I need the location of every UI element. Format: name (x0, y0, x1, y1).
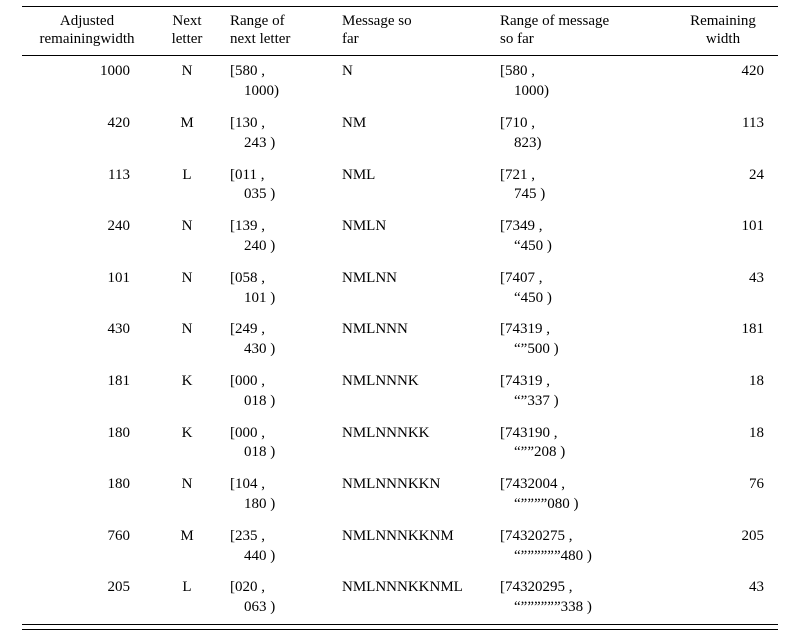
table-row (22, 572, 778, 624)
cell-remaining-width: 113 (742, 114, 764, 131)
range-line-2: 430 ) (244, 341, 276, 358)
range-line-1: [104 , (230, 476, 265, 493)
cell-next-letter: L (182, 579, 192, 596)
cell-range-message-so-far (492, 572, 668, 624)
range-line-1: [058 , (230, 269, 265, 286)
cell-message-so-far: NMLNNNKK (342, 424, 430, 441)
cell-range-message-so-far (492, 108, 668, 160)
header-line-1: Message so (342, 13, 412, 29)
cell-message-so-far: NMLNNNKKNM (342, 527, 454, 544)
cell-message-so-far: NMLNNN (342, 321, 408, 338)
cell-adjusted-remaining-width: 420 (107, 114, 130, 131)
header-line-1: Range of (230, 13, 285, 29)
table-header-row (22, 7, 778, 56)
range-line-1: [000 , (230, 372, 265, 389)
cell-next-letter: N (181, 218, 193, 235)
cell-adjusted-remaining-width: 760 (107, 527, 130, 544)
range-msg-line-2: “”337 ) (514, 392, 559, 409)
range-msg-line-1: [743190 , (500, 424, 558, 441)
cell-adjusted-remaining-width: 181 (107, 372, 130, 389)
column-header-range-of-message-so-far (492, 7, 668, 56)
cell-adjusted-remaining-width: 180 (107, 424, 130, 441)
cell-range-next-letter (222, 572, 334, 624)
range-msg-line-2: “””””080 ) (514, 495, 579, 512)
column-header-adjusted-remaining-width (22, 7, 152, 56)
cell-message-so-far: N (342, 63, 353, 80)
table-row (22, 160, 778, 212)
header-line-1: Remaining (690, 13, 756, 29)
range-msg-line-1: [74320275 , (500, 527, 573, 544)
cell-remaining-width: 181 (741, 321, 764, 338)
range-msg-line-1: [7407 , (500, 269, 543, 286)
range-line-1: [011 , (230, 166, 265, 183)
cell-message-so-far: NMLNNNK (342, 372, 419, 389)
cell-message-so-far: NMLNNNKKN (342, 476, 441, 493)
cell-remaining-width: 18 (749, 424, 764, 441)
cell-range-next-letter (222, 521, 334, 573)
cell-message-so-far: NMLNN (342, 269, 397, 286)
range-msg-line-1: [721 , (500, 166, 535, 183)
range-line-1: [020 , (230, 579, 265, 596)
range-line-2: 018 ) (244, 444, 276, 461)
cell-range-message-so-far (492, 366, 668, 418)
header-line-1: Range of message (500, 13, 610, 29)
range-line-2: 101 ) (244, 289, 276, 306)
cell-remaining-width: 43 (749, 269, 764, 286)
cell-remaining-width: 18 (749, 372, 764, 389)
range-line-1: [139 , (230, 218, 265, 235)
cell-adjusted-remaining-width: 1000 (100, 63, 130, 80)
range-msg-line-1: [7349 , (500, 218, 543, 235)
cell-range-next-letter (222, 211, 334, 263)
document-page (0, 6, 800, 616)
range-msg-line-1: [710 , (500, 114, 535, 131)
table-row (22, 56, 778, 108)
cell-remaining-width: 101 (741, 218, 764, 235)
range-msg-line-1: [74319 , (500, 321, 550, 338)
table-row (22, 108, 778, 160)
range-msg-line-2: 745 ) (514, 186, 546, 203)
cell-range-next-letter (222, 418, 334, 470)
table-row (22, 418, 778, 470)
range-line-2: 240 ) (244, 237, 276, 254)
range-msg-line-2: “””””””338 ) (514, 599, 592, 616)
cell-next-letter: K (181, 424, 193, 441)
cell-next-letter: N (181, 63, 193, 80)
cell-remaining-width: 76 (749, 476, 764, 493)
cell-next-letter: N (181, 321, 193, 338)
cell-remaining-width: 420 (741, 63, 764, 80)
cell-adjusted-remaining-width: 240 (107, 218, 130, 235)
range-line-1: [235 , (230, 527, 265, 544)
range-line-2: 243 ) (244, 134, 276, 151)
cell-range-message-so-far (492, 56, 668, 108)
header-line-2: letter (171, 30, 203, 47)
cell-message-so-far: NMLN (342, 218, 387, 235)
header-line-1: Adjusted (59, 13, 115, 29)
cell-next-letter: K (181, 372, 193, 389)
cell-adjusted-remaining-width: 180 (107, 476, 130, 493)
range-line-2: 018 ) (244, 392, 276, 409)
table-row (22, 469, 778, 521)
cell-next-letter: M (180, 114, 194, 131)
cell-message-so-far: NML (342, 166, 376, 183)
range-msg-line-1: [580 , (500, 63, 535, 80)
column-header-range-of-next-letter (222, 7, 334, 56)
header-line-2: remainingwidth (39, 30, 135, 47)
range-msg-line-1: [74319 , (500, 372, 550, 389)
column-header-remaining-width (668, 7, 778, 56)
range-msg-line-2: “450 ) (514, 289, 552, 306)
cell-range-message-so-far (492, 263, 668, 315)
cell-adjusted-remaining-width: 205 (107, 579, 130, 596)
cell-message-so-far: NM (342, 114, 367, 131)
cell-range-next-letter (222, 56, 334, 108)
cell-next-letter: M (180, 527, 194, 544)
range-msg-line-2: “””208 ) (514, 444, 566, 461)
cell-range-next-letter (222, 366, 334, 418)
header-line-2: next letter (230, 30, 291, 47)
column-header-next-letter (152, 7, 222, 56)
cell-range-next-letter (222, 469, 334, 521)
cell-range-next-letter (222, 263, 334, 315)
range-msg-line-2: 823) (514, 134, 542, 151)
cell-remaining-width: 43 (749, 579, 764, 596)
cell-adjusted-remaining-width: 113 (108, 166, 130, 183)
cell-range-message-so-far (492, 521, 668, 573)
cell-range-next-letter (222, 160, 334, 212)
cell-range-message-so-far (492, 160, 668, 212)
range-line-1: [249 , (230, 321, 265, 338)
column-header-message-so-far (334, 7, 492, 56)
range-line-1: [130 , (230, 114, 265, 131)
cell-adjusted-remaining-width: 430 (107, 321, 130, 338)
range-line-1: [580 , (230, 63, 265, 80)
range-line-1: [000 , (230, 424, 265, 441)
range-msg-line-2: 1000) (514, 83, 549, 100)
table-row (22, 314, 778, 366)
cell-range-next-letter (222, 108, 334, 160)
range-line-2: 1000) (244, 83, 279, 100)
cell-next-letter: N (181, 269, 193, 286)
cell-range-message-so-far (492, 469, 668, 521)
cell-range-message-so-far (492, 418, 668, 470)
range-msg-line-2: “”500 ) (514, 341, 559, 358)
range-msg-line-1: [7432004 , (500, 476, 565, 493)
arithmetic-coding-table (22, 6, 778, 624)
range-msg-line-2: “””””””480 ) (514, 547, 592, 564)
range-msg-line-1: [74320295 , (500, 579, 573, 596)
table-row (22, 521, 778, 573)
range-line-2: 180 ) (244, 495, 276, 512)
table-row (22, 263, 778, 315)
cell-remaining-width: 205 (741, 527, 764, 544)
header-line-2: width (705, 30, 741, 47)
table-body (22, 56, 778, 624)
header-line-2: so far (500, 30, 534, 47)
range-line-2: 440 ) (244, 547, 276, 564)
cell-range-next-letter (222, 314, 334, 366)
cell-range-message-so-far (492, 314, 668, 366)
cell-next-letter: L (182, 166, 192, 183)
table-row (22, 366, 778, 418)
header-line-2: far (342, 30, 359, 47)
range-line-2: 063 ) (244, 599, 276, 616)
header-line-1: Next (172, 13, 202, 29)
cell-range-message-so-far (492, 211, 668, 263)
range-line-2: 035 ) (244, 186, 276, 203)
cell-message-so-far: NMLNNNKKNML (342, 579, 463, 596)
cell-adjusted-remaining-width: 101 (107, 269, 130, 286)
table-row (22, 211, 778, 263)
cell-remaining-width: 24 (749, 166, 764, 183)
cell-next-letter: N (181, 476, 193, 493)
table-header (22, 7, 778, 56)
range-msg-line-2: “450 ) (514, 237, 552, 254)
